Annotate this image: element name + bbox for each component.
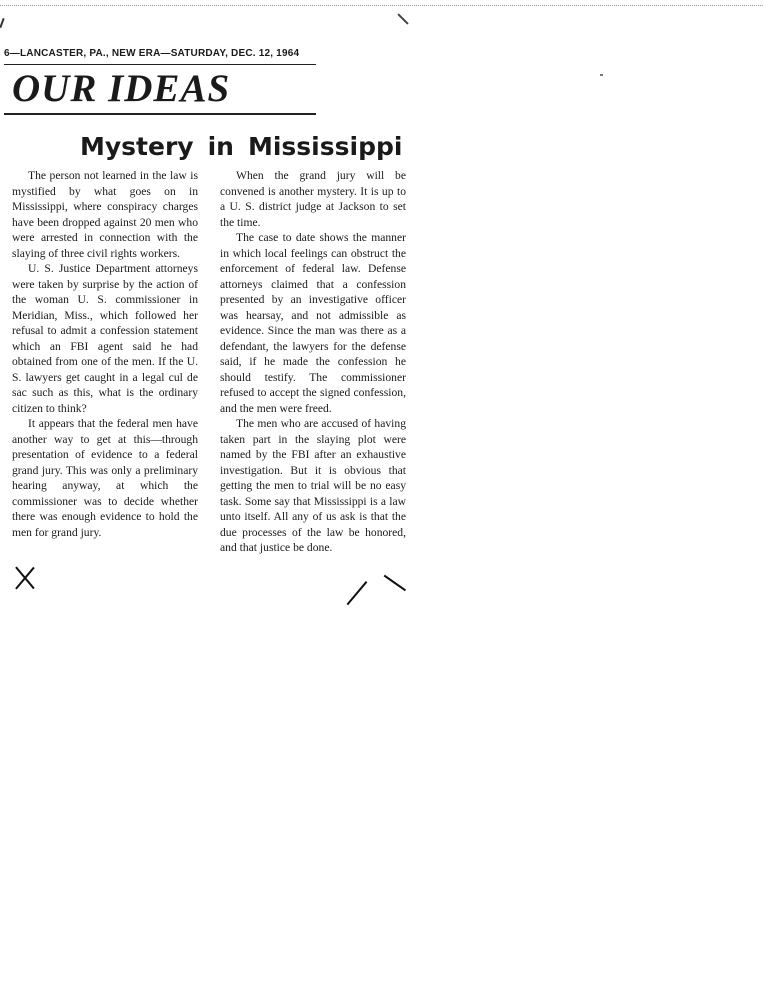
paragraph: It appears that the federal men have another way to get at this—through presentation of evidence to a federal grand jury. This was only a preliminary hearing anyway, at which the commissioner was to decide whether there was enough evidence to hold the men for grand jury. <box>12 417 198 539</box>
paragraph: When the grand jury will be convened is another mystery. It is up to a U. S. district judge at Jackson to set the time. <box>220 169 406 229</box>
article-column-right <box>220 168 406 556</box>
paragraph: The men who are accused of having taken part in the slaying plot were named by the FBI after an exhaustive investigation. But it is obvious that getting the men to trial will be no easy task. Some say that Mississippi is a law unto itself. All any of us ask is that the due processes of the law be honored, and that justice be done. <box>220 417 406 554</box>
scan-mark <box>0 18 5 28</box>
paragraph: The case to date shows the manner in which local feelings can obstruct the enforcement of federal law. Defense attorneys claimed that a confession presented by an investigative officer was hearsay, and not admissible as evidence. Since the man was there as a defendant, the lawyers for the defense said, if he made the confession he should testify. The commissioner refused to accept the signed confession, and the men were freed. <box>220 231 406 415</box>
handwritten-x-mark <box>12 564 38 590</box>
section-title: OUR IDEAS <box>12 67 231 110</box>
divider <box>4 64 316 65</box>
headline-word: in <box>207 132 234 161</box>
article-headline <box>80 132 402 161</box>
scan-mark <box>397 13 408 24</box>
paragraph: U. S. Justice Department attorneys were taken by surprise by the action of the woman U. S. commissioner in Meridian, Miss., which followed her refusal to admit a confession statement which an FBI agent said he had obtained from one of the men. If the U. S. lawyers get caught in a legal cul de sac such as this, what is the ordinary citizen to think? <box>12 262 198 415</box>
headline-word: Mississippi <box>247 132 403 161</box>
handwritten-end-mark <box>352 570 408 602</box>
scan-edge-dotted-line <box>0 5 763 6</box>
paragraph: The person not learned in the law is mystified by what goes on in Mississippi, where conspiracy charges have been dropped against 20 men who were arrested in connection with the slaying of three civil rights workers. <box>12 169 198 260</box>
dateline: 6—LANCASTER, PA., NEW ERA—SATURDAY, DEC. 12, 1964 <box>4 48 300 59</box>
scan-speck <box>600 74 603 76</box>
headline-word: Mystery <box>80 132 194 161</box>
article-column-left <box>12 168 198 540</box>
divider <box>4 113 316 115</box>
